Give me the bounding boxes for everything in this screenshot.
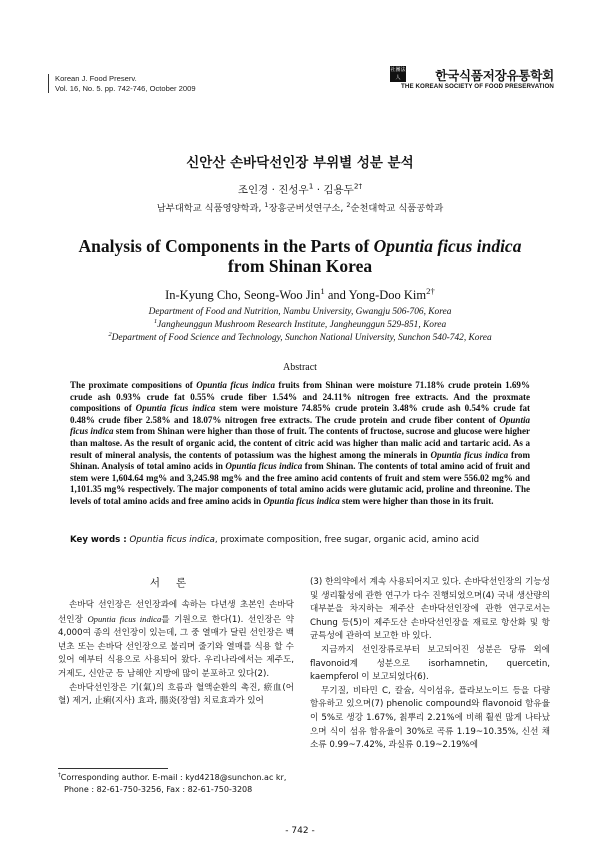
abstract-heading: Abstract <box>283 362 317 373</box>
footnote-divider <box>58 768 168 769</box>
section-heading-introduction: 서론 <box>149 577 203 589</box>
abstract-species: Opuntia ficus indica <box>430 449 509 460</box>
paragraph <box>58 599 294 682</box>
footnote-line-1 <box>58 772 298 784</box>
affiliation-en-1: Department of Food and Nutrition, Nambu University, Gwangju 506-706, Korea <box>148 307 452 317</box>
paragraph: 손바닥선인장은 기(氣)의 흐름과 혈액순환의 촉진, 瘀血(어혈) 제거, 止痢(지사) 효과, 腸炎(장염) 치료효과가 있어 <box>58 682 294 707</box>
affil-kr-3: 순천대학교 식품공학과 <box>350 203 444 214</box>
affil-kr-2: 장흥군버섯연구소, <box>268 203 347 214</box>
society-seal-icon: 社團法人 <box>390 67 406 81</box>
keywords-species: Opuntia ficus indica <box>126 535 215 545</box>
abstract-species: Opuntia ficus indica <box>263 495 340 506</box>
author-en-sup-2: 2† <box>426 285 435 296</box>
author-names-2: · 김용두 <box>313 184 354 196</box>
author-en-2: and Yong-Doo Kim <box>324 288 427 302</box>
affiliations-korean <box>0 200 600 214</box>
footnote-email: Corresponding author. E-mail : kyd4218@sunchon.ac kr, <box>60 773 287 782</box>
corresponding-footnote <box>58 772 298 795</box>
authors-korean <box>0 182 600 197</box>
journal-citation <box>48 74 196 93</box>
abstract-text: stem were higher than those in its fruit. <box>339 495 494 506</box>
abstract-species: Opuntia ficus indica <box>135 403 216 414</box>
keywords <box>70 535 540 545</box>
paragraph: 무기질, 비타민 C, 칼슘, 식이섬유, 플라보노이드 등을 다량 함유하고 있으며(7) phenolic compound와 flavonoid 함유율이 5%로 생강 1.67%, 칡뿌리 2.21%에 비해 훨씬 많게 나타났으며 식이 섬유 함유율이 30%로 곡류 1.19~10.35%, 신선 채소류 0.99~7.42%, 과실류 0.19~2.19%에 <box>310 685 550 751</box>
title-korean: 신안산 손바닥선인장 부위별 성분 분석 <box>186 155 414 171</box>
affil-kr-sup-2: 2 <box>346 200 351 209</box>
keywords-label: Key words : <box>70 535 127 545</box>
abstract-text: stem were moisture 74.85% crude protein 3.48% crude ash 0.54% crude fat 0.48% crude fiber 2.58% and 18.07% nitrogen free extracts. The crude protein and crude fiber content of <box>70 403 530 425</box>
title-english-line2: from Shinan Korea <box>227 256 373 276</box>
abstract-text: The proximate compositions of <box>70 380 197 390</box>
affil-en-text-2: Jangheunggun Mushroom Research Institute, Jangheunggun 529-851, Korea <box>157 320 447 330</box>
paragraph-text: 손바닥 선인장은 선인장과에 속하는 다년생 초본인 손바닥 선인장 <box>58 600 294 625</box>
abstract-text: fruits from Shinan were moisture 71.18% crude protein 1.69% crude ash 0.93% crude fat 0.55% crude fiber 1.54% and 24.11% nitrogen free extracts. And the proxmate compositions of <box>70 380 530 414</box>
affil-en-sup-2: 2 <box>108 330 112 338</box>
affil-kr-1: 남부대학교 식품영양학과, <box>156 203 265 214</box>
abstract-body <box>70 380 530 508</box>
title-english-line1 <box>0 236 600 257</box>
title-en-species: Opuntia ficus indica <box>373 236 522 256</box>
footnote-phone: Phone : 82-61-750-3256, Fax : 82-61-750-3208 <box>64 784 253 794</box>
affil-en-text-3: Department of Food Science and Technology, Sunchon National University, Sunchon 540-742, Korea <box>111 333 492 343</box>
author-sup-2: 2† <box>353 181 363 191</box>
abstract-text: stem from Shinan were higher than those of fruit. The contents of fructose, sucrose and glucose were higher than maltose. As the result of organic acid, the content of citric acid was higher than malic acid and tartaric acid. As a result of mineral analysis, the contents of potassium was the highest among the minerals in <box>70 426 530 460</box>
paragraph: 지금까지 선인장류로부터 보고되어진 성분은 당류 외에 flavonoid계 성분으로 isorhamnetin, quercetin, kaempferol 이 보고되었다(6). <box>310 644 550 683</box>
authors-english <box>0 285 600 303</box>
body-right-column <box>310 576 550 753</box>
abstract-text: from Shinan. Analysis of total amino acids in <box>70 449 530 472</box>
paragraph-text: 를 기원으로 한다(1). 선인장은 약 4,000여 종의 선인장이 있는데, 그 중 열매가 달린 선인장은 백년초 또는 손바닥 선인장으로 불리며 줄기와 열매를 식용 할 수 있어 예부터 식용으로 사용되어 왔다. 우리나라에서는 제주도, 거제도, 신안군 등 남해안 지방에 많이 분포하고 있다(2). <box>58 614 294 679</box>
society-logo <box>378 66 554 94</box>
abstract-species: Opuntia ficus indica <box>196 380 275 390</box>
affiliation-en-3 <box>0 330 600 343</box>
affiliation-en-2 <box>0 317 600 330</box>
species-name: Opuntia ficus indica <box>87 613 162 624</box>
abstract-species: Opuntia ficus indica <box>70 414 530 437</box>
author-names-1: 조인경 · 진성우 <box>237 184 309 196</box>
affil-en-sup-1: 1 <box>153 317 158 325</box>
abstract-text: from Shinan. The contents of total amino acid of fruit and stem were 1,604.64 mg% and 3,245.98 mg% and the free amino acid contents of fruit and stem were 556.02 mg% and 1,101.35 mg% respectively. The major components of total amino acids were glutamic acid, proline and threonine. The levels of total amino acids and free amino acids in <box>70 461 530 506</box>
paragraph: (3) 한의약에서 계속 사용되어지고 있다. 손바닥선인장의 기능성 및 생리활성에 관한 연구가 다수 진행되었으며(4) 국내 생산량의 대부분을 차지하는 제주산 손바닥선인장에 관한 연구로서는 Chung 등(5)이 제주도산 손바닥선인장을 재료로 항산화 및 항균특성에 관하여 보고한 바 있다. <box>310 577 550 642</box>
abstract-species: Opuntia ficus indica <box>225 461 303 472</box>
footnote-mark: † <box>58 772 61 779</box>
title-en-text: Analysis of Components in the Parts of <box>78 236 374 256</box>
affil-kr-sup-1: 1 <box>264 200 269 209</box>
author-sup-1: 1 <box>308 181 314 191</box>
author-en-sup-1: 1 <box>320 285 325 296</box>
author-en-1: In-Kyung Cho, Seong-Woo Jin <box>165 288 321 302</box>
journal-volume: Vol. 16, No. 5. pp. 742-746, October 2009 <box>55 83 196 93</box>
journal-name: Korean J. Food Preserv. <box>55 74 137 83</box>
body-left-column <box>58 599 294 709</box>
society-name-korean: 한국식품저장유통학회 <box>435 68 554 83</box>
society-name-english: THE KOREAN SOCIETY OF FOOD PRESERVATION <box>401 83 554 90</box>
keywords-list: , proximate composition, free sugar, organic acid, amino acid <box>214 535 480 545</box>
page-number: - 742 - <box>285 826 315 836</box>
